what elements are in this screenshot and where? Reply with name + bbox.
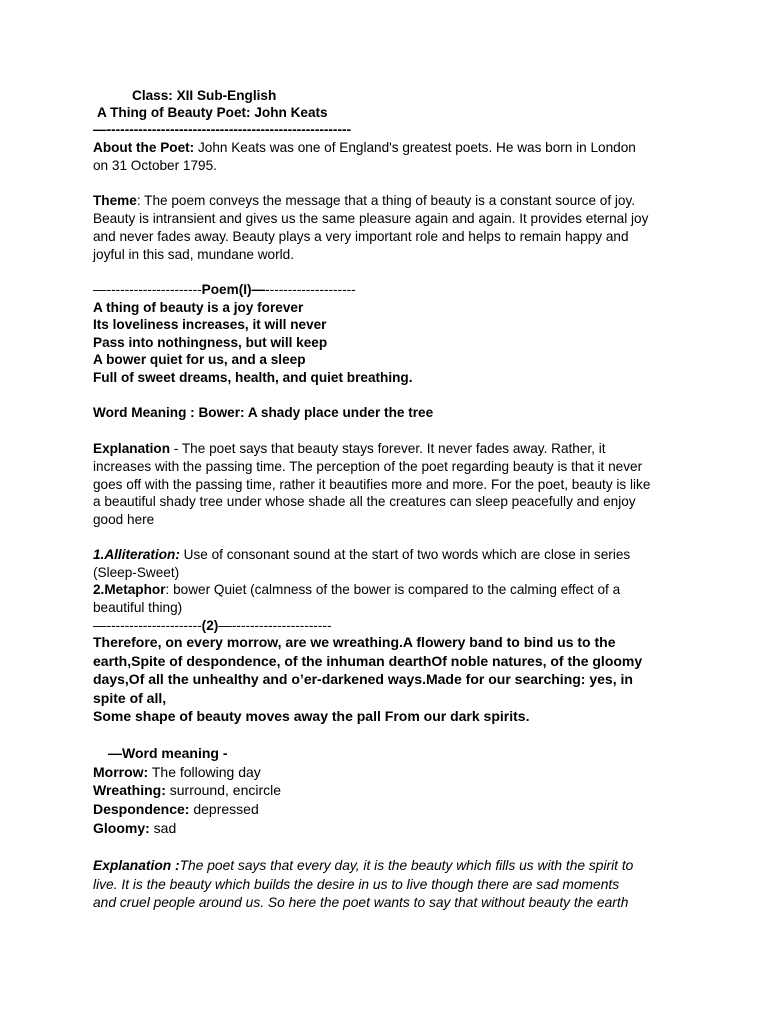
explanation2-line-3 (93, 894, 628, 911)
poem2-text-1: Therefore, on every morrow, are we wreathing.A flowery band to bind us to the (93, 634, 616, 650)
poem2-text-3: days,Of all the unhealthy and o’er-darkened ways.Made for our searching: yes, in (93, 671, 633, 687)
title-line (97, 104, 328, 121)
explanation2-line-1 (93, 857, 633, 874)
about-line-1 (93, 139, 636, 156)
explanation1-line-4 (93, 493, 636, 510)
theme-label: Theme (93, 193, 137, 208)
metaphor-text-2: beautiful thing) (93, 600, 183, 615)
poem1-line-1 (93, 299, 303, 316)
poem2-divider-right: —---------------------- (218, 618, 332, 633)
explanation2-text-2: live. It is the beauty which builds the desire in us to live though there are sad moments (93, 877, 620, 892)
poem2-line-3 (93, 671, 633, 688)
poem2-line-5 (93, 708, 529, 725)
poem1-divider (93, 281, 356, 298)
poem2-text-5: Some shape of beauty moves away the pall From our dark spirits. (93, 708, 530, 724)
poem1-line-2 (93, 316, 326, 333)
theme-line-1 (93, 192, 635, 209)
about-line-2 (93, 157, 217, 174)
word-meaning-text: Word Meaning : Bower: A shady place under the tree (93, 405, 434, 420)
metaphor-label: 2.Metaphor (93, 582, 166, 597)
metaphor-text-1: : bower Quiet (calmness of the bower is compared to the calming effect of a (165, 582, 621, 597)
poem1-line-3 (93, 334, 327, 351)
word-entry-morrow (93, 764, 261, 781)
about-text-1: John Keats was one of England's greatest poets. He was born in London (194, 140, 636, 155)
explanation1-text-3: goes off with the passing time, rather it beautifies more and more. For the poet, beauty is like (93, 477, 651, 492)
about-text-2: on 31 October 1795. (93, 158, 217, 173)
poem2-text-4: spite of all, (93, 690, 167, 706)
explanation2-line-2 (93, 876, 619, 893)
theme-text-4: joyful in this sad, mundane world. (93, 247, 294, 262)
poem1-line-4 (93, 351, 306, 368)
poem1-divider-right: -------------------- (265, 282, 356, 297)
explanation2-text-3: and cruel people around us. So here the poet wants to say that without beauty the earth (93, 895, 629, 910)
explanation1-line-5 (93, 511, 154, 528)
term-wreathing: Wreathing: (93, 782, 166, 798)
poem2-text-2: earth,Spite of despondence, of the inhuman dearthOf noble natures, of the gloomy (93, 653, 643, 669)
alliteration-text-1: Use of consonant sound at the start of two words which are close in series (179, 547, 631, 562)
metaphor-line-1 (93, 581, 620, 598)
explanation1-text-1: - The poet says that beauty stays forever. It never fades away. Rather, it (170, 441, 606, 456)
alliteration-line-1 (93, 546, 630, 563)
theme-text-3: and never fades away. Beauty plays a very important role and helps to remain happy and (93, 229, 629, 244)
explanation1-text-5: good here (93, 512, 155, 527)
explanation1-label: Explanation (93, 441, 171, 456)
poem2-divider-left: —--------------------- (93, 618, 202, 633)
class-line (132, 87, 276, 104)
theme-line-2 (93, 210, 648, 227)
theme-text-1: : The poem conveys the message that a thing of beauty is a constant source of joy. (136, 193, 636, 208)
term-gloomy: Gloomy: (93, 820, 150, 836)
poem2-line-1 (93, 634, 616, 651)
term-morrow: Morrow: (93, 764, 149, 780)
meaning-wreathing: surround, encircle (165, 782, 282, 798)
alliteration-line-2 (93, 564, 179, 581)
word-entry-gloomy (93, 820, 176, 837)
metaphor-line-2 (93, 599, 182, 616)
explanation1-text-2: increases with the passing time. The perception of the poet regarding beauty is that it never (93, 459, 643, 474)
word-entry-wreathing (93, 782, 281, 799)
explanation1-line-3 (93, 476, 650, 493)
alliteration-text-2: (Sleep-Sweet) (93, 565, 180, 580)
explanation2-text-1: The poet says that every day, it is the beauty which fills us with the spirit to (179, 858, 634, 873)
header-divider (93, 121, 351, 138)
term-despondence: Despondence: (93, 801, 190, 817)
class-text: Class: XII Sub-English (132, 88, 277, 103)
divider-text: —------------------------------------------------------ (93, 122, 352, 137)
poem1-text-2: Its loveliness increases, it will never (93, 317, 327, 332)
title-text: A Thing of Beauty Poet: John Keats (97, 105, 328, 120)
word-meaning2-heading-text: —Word meaning - (108, 745, 228, 761)
word-meaning2-heading (108, 745, 228, 762)
meaning-morrow: The following day (148, 764, 261, 780)
poem1-text-3: Pass into nothingness, but will keep (93, 335, 328, 350)
poem2-divider (93, 617, 331, 634)
theme-line-4 (93, 246, 294, 263)
explanation1-line-2 (93, 458, 642, 475)
poem1-text-1: A thing of beauty is a joy forever (93, 300, 304, 315)
meaning-gloomy: sad (149, 820, 177, 836)
word-entry-despondence (93, 801, 259, 818)
poem2-line-4 (93, 690, 166, 707)
theme-line-3 (93, 228, 629, 245)
meaning-despondence: depressed (189, 801, 259, 817)
theme-text-2: Beauty is intransient and gives us the same pleasure again and again. It provides eternal joy (93, 211, 649, 226)
poem1-divider-left: —--------------------- (93, 282, 202, 297)
about-label: About the Poet: (93, 140, 195, 155)
alliteration-label: 1.Alliteration: (93, 547, 180, 562)
poem1-text-5: Full of sweet dreams, health, and quiet breathing. (93, 370, 413, 385)
poem1-heading: Poem(I)— (201, 282, 266, 297)
poem1-text-4: A bower quiet for us, and a sleep (93, 352, 306, 367)
explanation1-text-4: a beautiful shady tree under whose shade all the creatures can sleep peacefully and enjoy (93, 494, 636, 509)
poem2-heading: (2) (201, 618, 219, 633)
poem2-line-2 (93, 653, 642, 670)
poem1-line-5 (93, 369, 413, 386)
explanation1-line-1 (93, 440, 606, 457)
poem1-word-meaning (93, 404, 433, 421)
explanation2-label: Explanation : (93, 858, 180, 873)
